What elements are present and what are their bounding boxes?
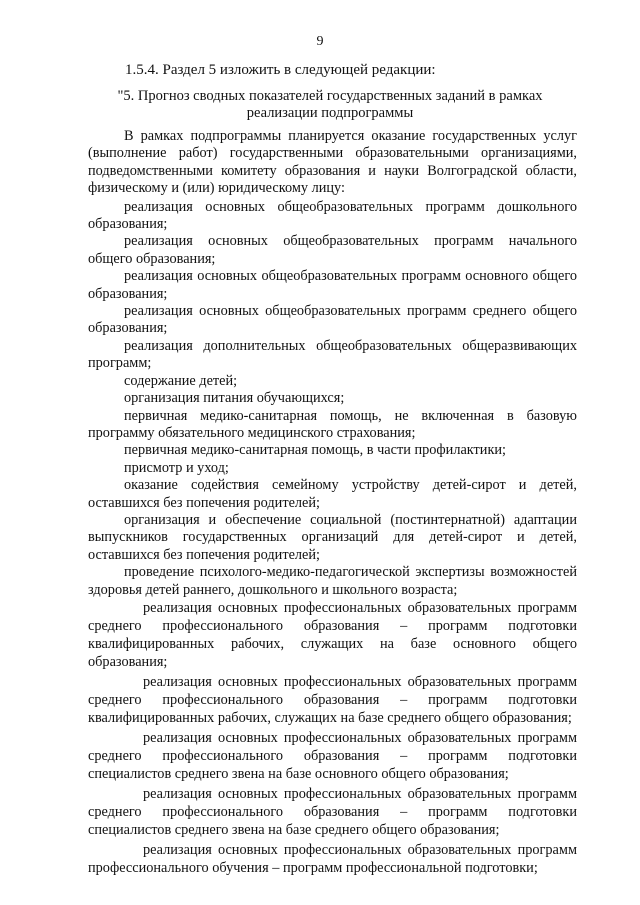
section-heading [90,88,570,122]
list-item-childcare: присмотр и уход; [124,459,229,476]
list-item-secondary: реализация основных общеобразовательных программ среднего общего образования; [88,303,577,337]
list-item-basic: реализация основных общеобразовательных программ основного общего образования; [88,268,577,302]
section-heading-line-2: реализации подпрограммы [246,105,414,121]
list-item-vocational-training: реализация основных профессиональных образовательных программ профессионального обучения – программ профессиональной подготовки; [88,841,577,876]
page-number: 9 [316,34,324,49]
list-item-vocational-workers-secondary: реализация основных профессиональных образовательных программ среднего профессионального образования – программ подготовки квалифицированных рабочих, служащих на базе среднего общего образования; [88,673,577,726]
list-item-meals: организация питания обучающихся; [124,390,345,407]
list-item-family-placement: оказание содействия семейному устройству детей-сирот и детей, оставшихся без попечения родителей; [88,477,577,511]
section-heading-line-1: "5. Прогноз сводных показателей государственных заданий в рамках [117,88,543,104]
list-item-child-maintenance: содержание детей; [124,372,238,389]
body-text [88,128,577,877]
list-item-additional-programs: реализация дополнительных общеобразовательных общеразвивающих программ; [88,337,577,372]
list-item-vocational-specialists-secondary: реализация основных профессиональных образовательных программ среднего профессионального образования – программ подготовки специалистов среднего звена на базе среднего общего образования; [88,785,577,838]
paragraph-lead: В рамках подпрограммы планируется оказание государственных услуг (выполнение работ) государственными образовательными организациями, подведомственными комитету образования и науки Волгоградской области, физическому и (или) юридическому лицу: [88,128,577,197]
list-item-prevention: первичная медико-санитарная помощь, в части профилактики; [124,442,507,459]
list-item-vocational-workers-basic: реализация основных профессиональных образовательных программ среднего профессионального образования – программ подготовки квалифицированных рабочих, служащих на базе основного общего образования; [88,599,577,670]
list-item-primary: реализация основных общеобразовательных программ начального общего образования; [88,233,577,267]
list-item-preschool: реализация основных общеобразовательных программ дошкольного образования; [88,198,577,233]
list-item-social-adaptation: организация и обеспечение социальной (постинтернатной) адаптации выпускников государственных организаций для детей-сирот и детей, оставшихся без попечения родителей; [88,511,577,563]
list-item-vocational-specialists-basic: реализация основных профессиональных образовательных программ среднего профессионального образования – программ подготовки специалистов среднего звена на базе основного общего образования; [88,729,577,782]
list-item-expertise: проведение психолого-медико-педагогической экспертизы возможностей здоровья детей раннего, дошкольного и школьного возраста; [88,564,577,598]
intro-line: 1.5.4. Раздел 5 изложить в следующей редакции: [125,62,436,78]
list-item-primary-care: первичная медико-санитарная помощь, не включенная в базовую программу обязательного медицинского страхования; [88,407,577,441]
